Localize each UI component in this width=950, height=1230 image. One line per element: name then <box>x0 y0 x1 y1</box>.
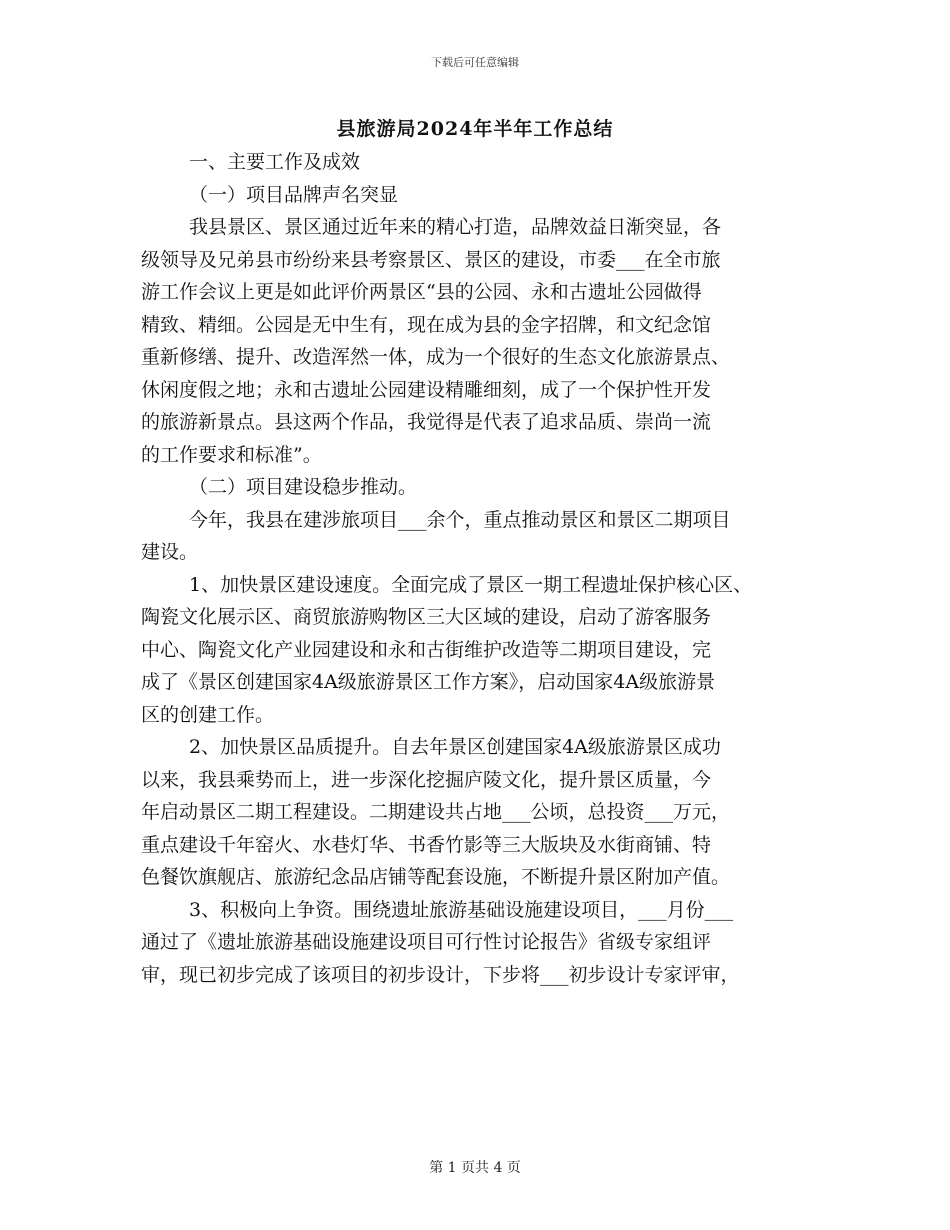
text-line: 的旅游新景点。县这两个作品，我觉得是代表了追求品质、崇尚一流 <box>141 411 712 433</box>
text-line: 今年，我县在建涉旅项目___余个，重点推动景区和景区二期项目 <box>189 508 731 531</box>
text-line: 1、加快景区建设速度。全面完成了景区一期工程遗址保护核心区、 <box>189 573 753 596</box>
text-line: 中心、陶瓷文化产业园建设和永和古街维护改造等二期项目建设，完 <box>141 638 712 661</box>
text-line: 通过了《遗址旅游基础设施建设项目可行性讨论报告》省级专家组评 <box>141 931 712 953</box>
text-line: 区的创建工作。 <box>141 703 275 726</box>
text-line: 休闲度假之地；永和古遗址公园建设精雕细刻，成了一个保护性开发 <box>141 378 712 401</box>
text-line: 成了《景区创建国家4A级旅游景区工作方案》，启动国家4A级旅游景 <box>141 671 716 693</box>
text-line: 审，现已初步完成了该项目的初步设计，下步将___初步设计专家评审， <box>141 963 740 986</box>
document-title: 县旅游局2024年半年工作总结 <box>336 118 614 140</box>
text-line: 一、主要工作及成效 <box>189 151 361 173</box>
text-line: 年启动景区二期工程建设。二期建设共占地___公顷，总投资___万元， <box>141 801 731 823</box>
header-note: 下载后可任意编辑 <box>431 56 519 69</box>
text-line: 我县景区、景区通过近年来的精心打造，品牌效益日渐突显，各 <box>189 216 722 238</box>
text-line: 重新修缮、提升、改造浑然一体，成为一个很好的生态文化旅游景点、 <box>141 346 731 368</box>
text-line: 色餐饮旗舰店、旅游纪念品店铺等配套设施，不断提升景区附加产值。 <box>141 866 731 888</box>
text-line: 重点建设千年窑火、水巷灯华、书香竹影等三大版块及水街商铺、特 <box>141 833 712 856</box>
text-line: 级领导及兄弟县市纷纷来县考察景区、景区的建设，市委___在全市旅 <box>141 248 721 271</box>
text-line: 建设。 <box>141 541 199 563</box>
text-line: 以来，我县乘势而上，进一步深化挖掘庐陵文化，提升景区质量，今 <box>141 768 712 791</box>
text-line: 精致、精细。公园是无中生有，现在成为县的金字招牌，和文纪念馆 <box>141 313 712 336</box>
text-line: 陶瓷文化展示区、商贸旅游购物区三大区域的建设，启动了游客服务 <box>141 606 712 628</box>
text-line: （二）项目建设稳步推动。 <box>189 476 418 498</box>
page-footer: 第 1 页共 4 页 <box>429 1160 521 1176</box>
text-line: 2、加快景区品质提升。自去年景区创建国家4A级旅游景区成功 <box>189 736 721 758</box>
text-line: 的工作要求和标准”。 <box>141 443 322 466</box>
text-line: 3、积极向上争资。围绕遗址旅游基础设施建设项目，___月份___ <box>189 898 734 921</box>
text-line: （一）项目品牌声名突显 <box>189 183 399 206</box>
text-line: 游工作会议上更是如此评价两景区“县的公园、永和古遗址公园做得 <box>141 281 702 303</box>
document-body <box>141 146 831 991</box>
